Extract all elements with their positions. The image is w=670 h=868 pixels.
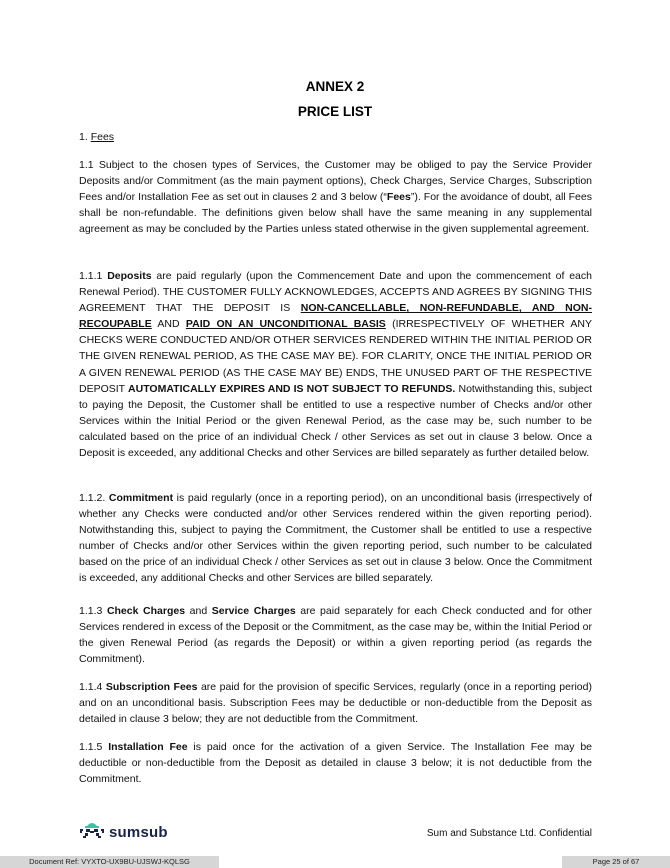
clause-number: 1.1.2.: [79, 492, 109, 504]
clause-text: is paid regularly (once in a reporting period), on an unconditional basis (irrespectively of whether any Checks were conducted and/or other Services rendered within the given reporting period). Notwithstanding this, subject to paying the Commitment, the Customer shall be entitled to use a respective number of Checks and/or other Services within the given reporting period, such number to be calculated based on the price of an individual Check / other Services as set out in clause 3 below. Once the Commitment is exceeded, any additional Checks and other Services are billed separately.: [79, 492, 592, 585]
clause-number: 1.1.4: [79, 681, 106, 693]
section-label: Fees: [90, 131, 115, 143]
confidentiality-notice: Sum and Substance Ltd. Confidential: [426, 828, 592, 839]
clause-text: Notwithstanding this, subject to paying the Deposit, the Customer shall be entitled to use a respective number of Checks and/or other Services within the Initial Period or the given Renewal Period, as the case may be, such number to be calculated based on the price of an individual Check / other Services as set out in clause 3 below. Once a Deposit is exceeded, any additional Checks and other Services are billed separately as further detailed below.: [79, 382, 592, 460]
clause-1-1-3-charges: [79, 603, 592, 667]
defined-term: Check Charges: [106, 605, 186, 617]
clause-text: are paid separately for each Check conducted and for other Services rendered in excess of the Deposit or the Commitment, as the case may be, within the Initial Period or the given Renewal Period (as regards the Deposit) or within a given reporting period (as regards the Commitment).: [79, 605, 592, 666]
clause-1-1-2-commitment: [79, 490, 592, 587]
emphasis-bold: AUTOMATICALLY EXPIRES AND IS NOT SUBJECT TO REFUNDS.: [128, 382, 456, 395]
defined-term: Commitment: [108, 492, 174, 504]
clause-1-1-1-deposits: [79, 268, 592, 461]
clause-text: (IRRESPECTIVELY OF WHETHER ANY CHECKS WERE CONDUCTED AND/OR OTHER SERVICES RENDERED WITHIN THE INITIAL PERIOD OR THE GIVEN RENEWAL PERIOD, AS THE CASE MAY BE). FOR CLARITY, ONCE THE INITIAL PERIOD OR A GIVEN RENEWAL PERIOD (AS THE CASE MAY BE) ENDS, THE UNUSED PART OF THE RESPECTIVE DEPOSIT: [79, 318, 592, 395]
clause-text: 1.1 Subject to the chosen types of Services, the Customer may be obliged to pay the Service Provider Deposits and/or Commitment (as the main payment options), Check Charges, Service Charges, Subscription Fees and/or Installation Fee as set out in clauses 2 and 3 below (“: [79, 159, 592, 204]
clause-number: 1.1.3: [79, 605, 107, 617]
clause-text: and: [185, 605, 212, 617]
clause-number: 1.1.1: [79, 270, 108, 282]
section-heading-fees: [79, 131, 114, 143]
logo-wordmark: sumsub: [109, 824, 168, 841]
defined-term: Service Charges: [211, 605, 296, 617]
document-reference: Document Ref: VYXTO-UX9BU-UJSWJ-KQLSG: [0, 856, 219, 868]
defined-term: Deposits: [107, 270, 152, 282]
emphasis-underlined: PAID ON AN UNCONDITIONAL BASIS: [185, 318, 386, 331]
clause-text: are paid regularly (upon the Commencement Date and upon the commencement of each Renewal Period). THE CUSTOMER FULLY ACKNOWLEDGES, ACCEPTS AND AGREES BY SIGNING THIS AGREEMENT THAT THE DEPOSIT IS: [79, 270, 592, 315]
price-list-title: PRICE LIST: [297, 104, 373, 119]
clause-number: 1.1.5: [79, 741, 109, 753]
page-number: Page 25 of 67: [562, 856, 670, 868]
annex-title: ANNEX 2: [305, 79, 365, 94]
clause-text: AND: [151, 318, 186, 331]
sumsub-robot-logo-icon: [79, 820, 105, 845]
clause-text: is paid once for the activation of a given Service. The Installation Fee may be deductible or non-deductible from the Deposit as detailed in clause 3 below; it is not deductible from the Commitment.: [79, 741, 592, 786]
clause-text: ”). For the avoidance of doubt, all Fees shall be non-refundable. The definitions given below shall have the same meaning in any supplemental agreement as may be concluded by the Parties unless stated otherwise in the given supplemental agreement.: [79, 191, 592, 236]
defined-term-fees: Fees: [386, 191, 411, 204]
emphasis-underlined: NON-CANCELLABLE, NON-REFUNDABLE, AND NON-RECOUPABLE: [79, 302, 593, 331]
clause-1-1: [79, 157, 592, 237]
section-number: 1.: [79, 131, 91, 143]
defined-term: Installation Fee: [108, 741, 188, 753]
defined-term: Subscription Fees: [105, 681, 198, 693]
clause-1-1-5-installation-fee: [79, 739, 592, 787]
clause-1-1-4-subscription-fees: [79, 679, 592, 727]
sumsub-logo: [79, 820, 168, 845]
clause-text: are paid for the provision of specific Services, regularly (once in a reporting period) and on an unconditional basis. Subscription Fees may be deductible or non-deductible from the Deposit as detailed in clause 3 below; they are not deductible from the Commitment.: [79, 681, 592, 726]
